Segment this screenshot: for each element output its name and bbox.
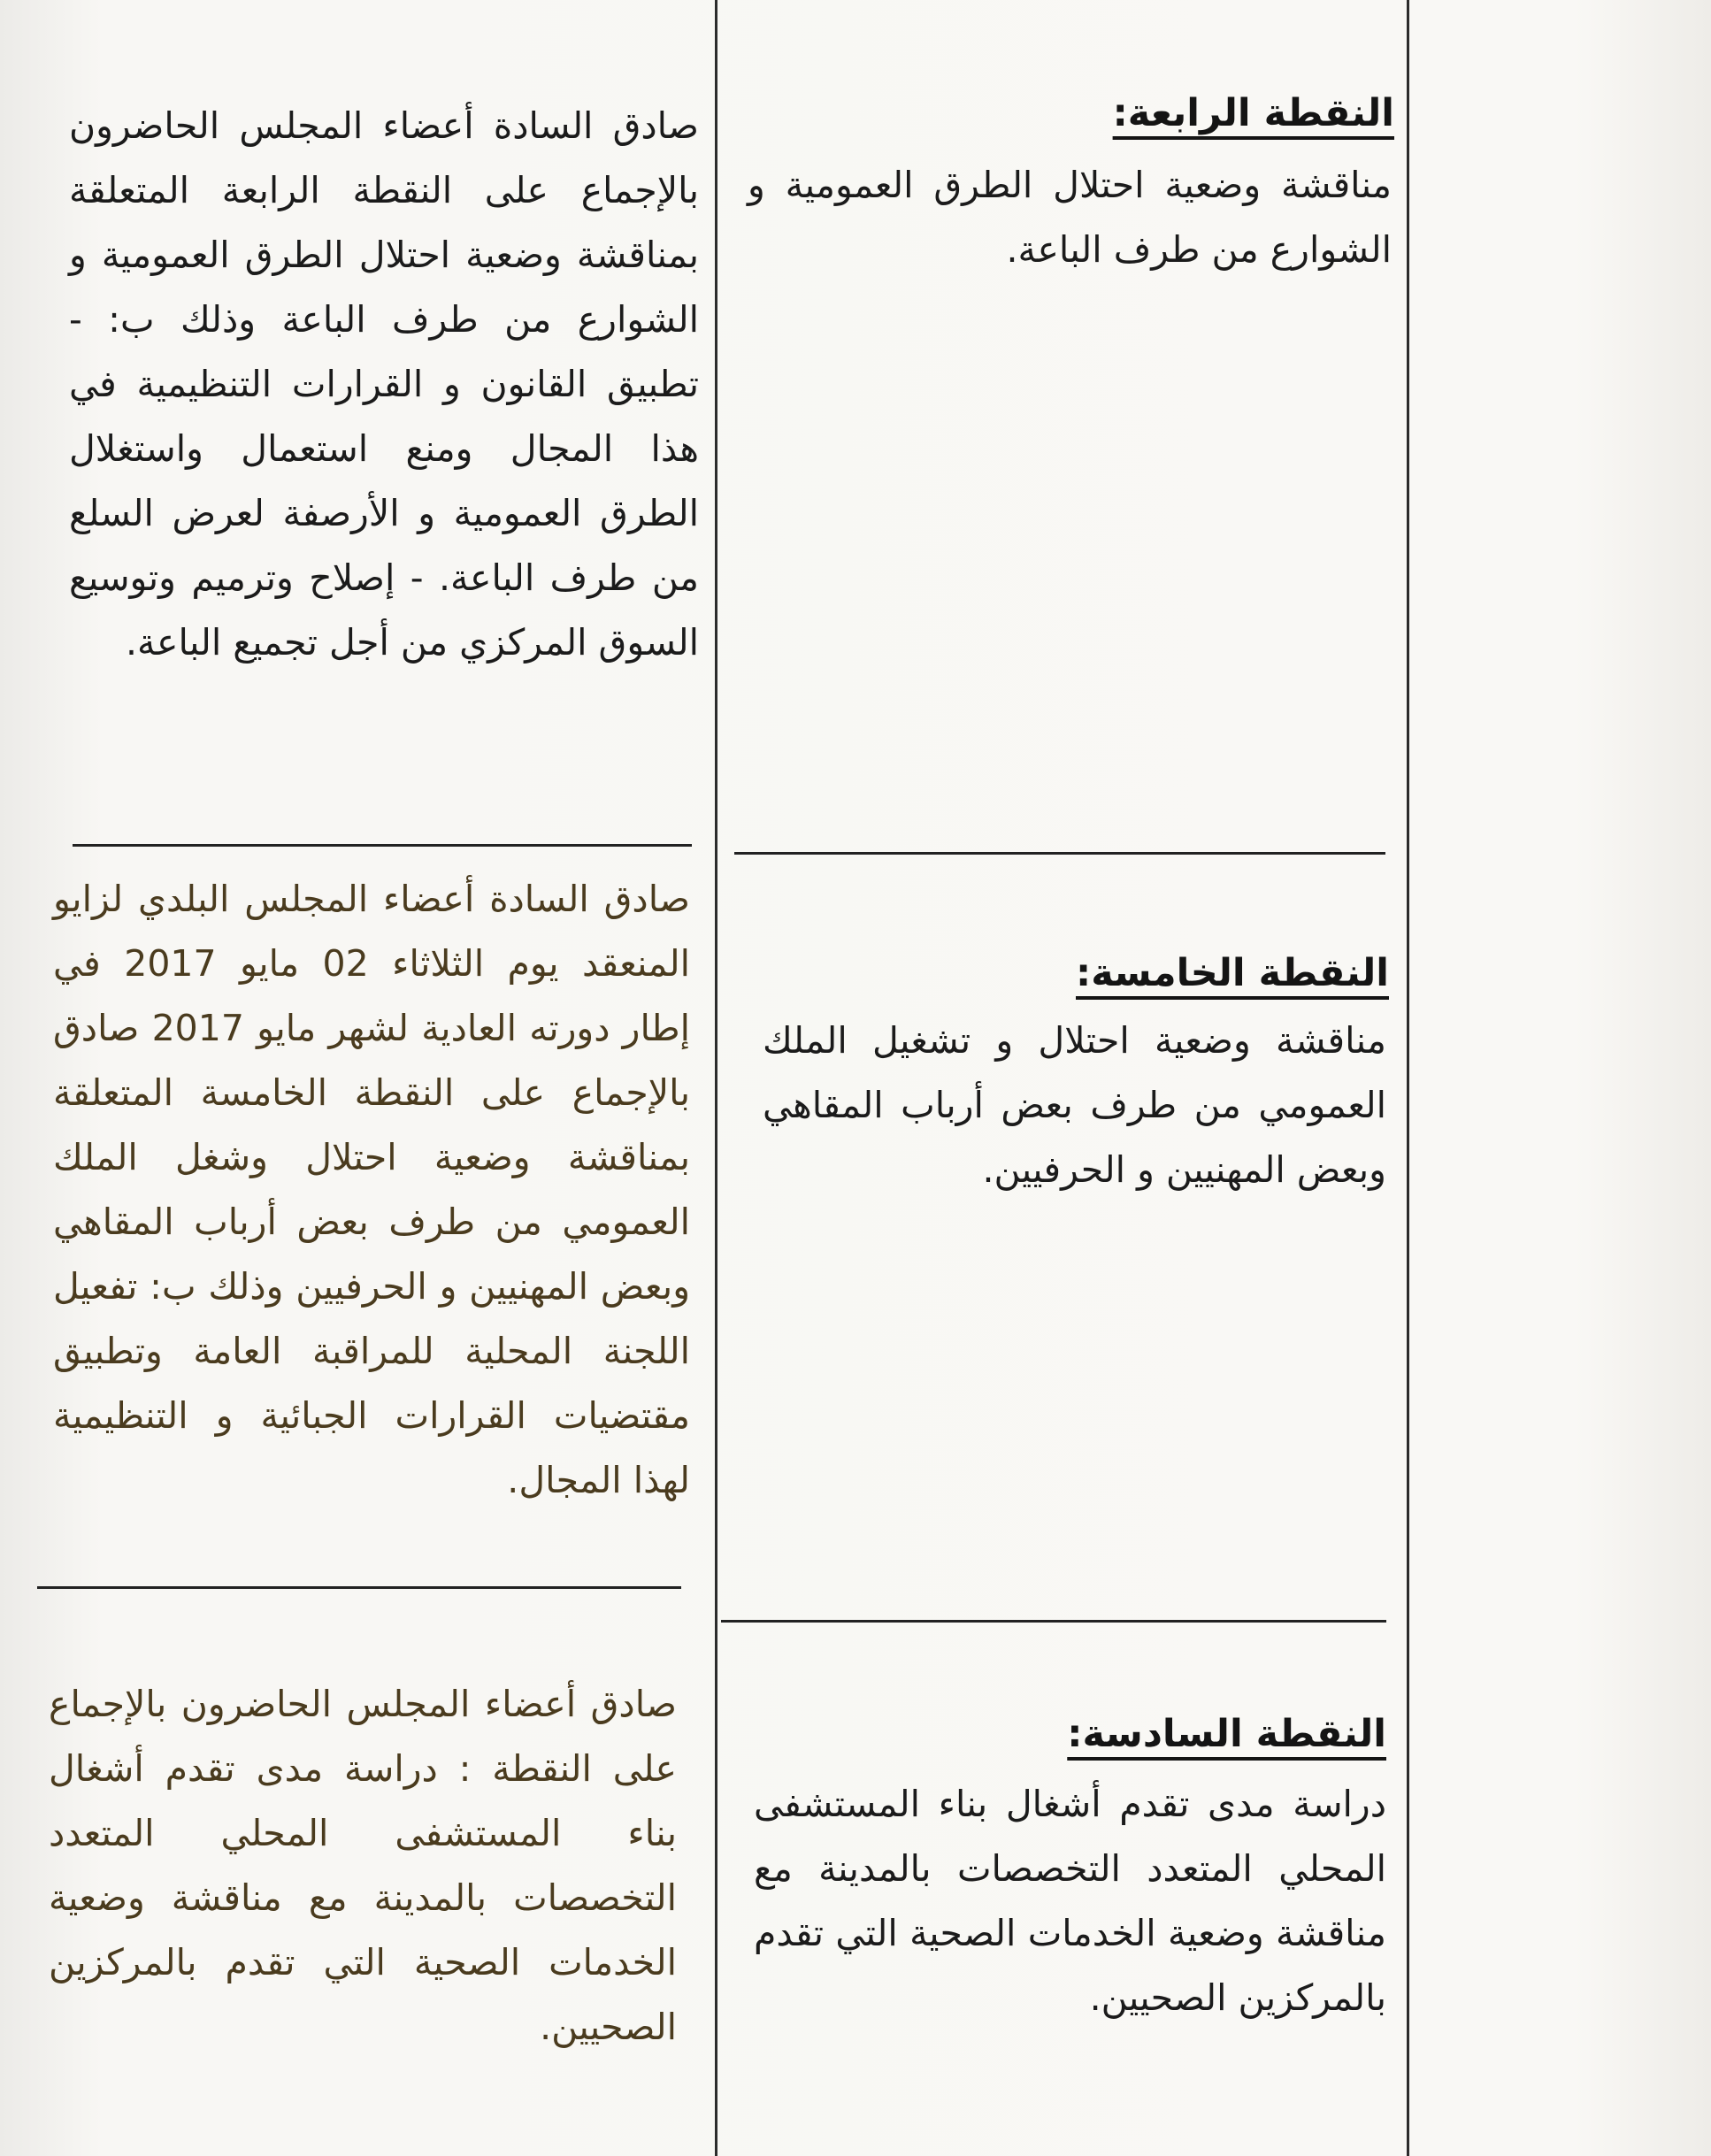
- column-divider-left: [715, 0, 717, 2156]
- row-separator-left-1: [73, 844, 692, 847]
- point-six-decision: صادق أعضاء المجلس الحاضرون بالإجماع على النقطة : دراسة مدى تقدم أشغال بناء المستشفى المحلي المتعدد التخصصات بالمدينة مع مناقشة وضعية الخدمات الصحية التي تقدم بالمركزين الصحيين.: [49, 1683, 677, 2048]
- point-five-agenda: مناقشة وضعية احتلال و تشغيل الملك العمومي من طرف بعض أرباب المقاهي وبعض المهنيين و الحرفيين.: [763, 1019, 1386, 1191]
- row-separator-right-1: [734, 852, 1385, 855]
- point-six-heading: النقطة السادسة:: [1067, 1712, 1386, 1756]
- point-five-heading: النقطة الخامسة:: [1076, 951, 1389, 995]
- row-separator-right-2: [721, 1620, 1386, 1623]
- point-six-agenda: دراسة مدى تقدم أشغال بناء المستشفى المحلي المتعدد التخصصات بالمدينة مع مناقشة وضعية الخدمات الصحية التي تقدم بالمركزين الصحيين.: [754, 1783, 1386, 2019]
- point-four-agenda: مناقشة وضعية احتلال الطرق العمومية و الشوارع من طرف الباعة.: [748, 164, 1392, 271]
- row-separator-left-2: [37, 1586, 681, 1589]
- point-four-heading: النقطة الرابعة:: [1112, 91, 1394, 135]
- column-divider-right: [1407, 0, 1409, 2156]
- point-five-decision: صادق السادة أعضاء المجلس البلدي لزايو المنعقد يوم الثلاثاء 02 مايو 2017 في إطار دورته العادية لشهر مايو 2017 صادق بالإجماع على النقطة الخامسة المتعلقة بمناقشة وضعية احتلال وشغل الملك العمومي من طرف بعض أرباب المقاهي وبعض المهنيين و الحرفيين وذلك ب: تفعيل اللجنة المحلية للمراقبة العامة وتطبيق مقتضيات القرارات الجبائية و التنظيمية لهذا المجال.: [53, 878, 690, 1501]
- point-four-decision: صادق السادة أعضاء المجلس الحاضرون بالإجماع على النقطة الرابعة المتعلقة بمناقشة وضعية احتلال الطرق العمومية و الشوارع من طرف الباعة وذلك ب: - تطبيق القانون و القرارات التنظيمية في هذا المجال ومنع استعمال واستغلال الطرق العمومية و الأرصفة لعرض السلع من طرف الباعة. - إصلاح وترميم وتوسيع السوق المركزي من أجل تجميع الباعة.: [69, 104, 699, 664]
